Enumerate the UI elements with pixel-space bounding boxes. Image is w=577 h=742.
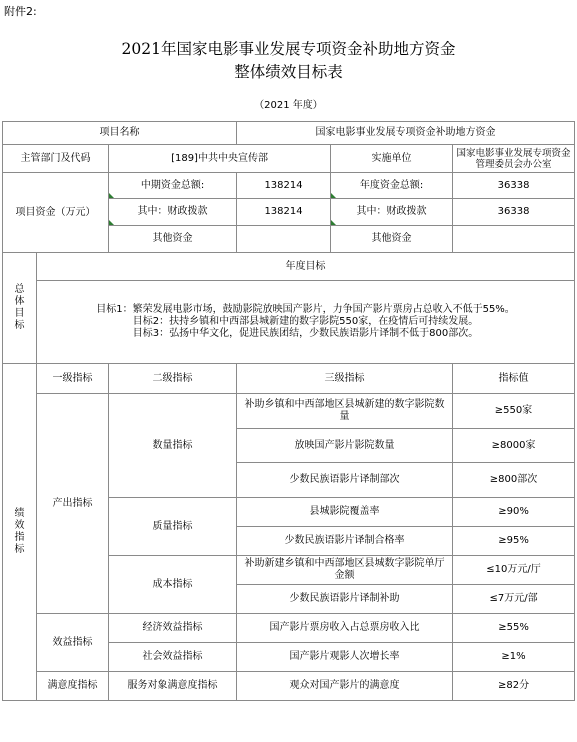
header-value: 指标值: [453, 364, 575, 394]
goal-item: 目标3：弘扬中华文化，促进民族团结，少数民族语影片译制不低于800部次。: [132, 328, 479, 339]
annual-fiscal-value: 36338: [453, 199, 575, 226]
level3-indicator: 放映国产影片影院数量: [237, 429, 453, 463]
performance-goal-table: [2, 121, 575, 701]
overall-goal-side-label: [3, 253, 37, 364]
indicator-row: [3, 614, 575, 643]
header-level1: 一级指标: [37, 364, 109, 394]
level3-indicator: 观众对国产影片的满意度: [237, 672, 453, 701]
level3-indicator: 国产影片票房收入占总票房收入比: [237, 614, 453, 643]
annual-fiscal-label: 其中：财政拨款: [331, 199, 453, 226]
overall-goal-side-text: 总体目标: [14, 284, 25, 331]
indicator-value: ≥550家: [453, 394, 575, 429]
level3-indicator: 补助新建乡镇和中西部地区县城数字影院单厅金额: [237, 556, 453, 585]
midterm-fiscal-value: 138214: [237, 199, 331, 226]
annual-goal-label: 年度目标: [37, 253, 575, 281]
project-name-label: 项目名称: [3, 122, 237, 145]
performance-indicator-side-text: 绩效指标: [14, 508, 25, 555]
midterm-other-value: [237, 226, 331, 253]
header-level2: 二级指标: [109, 364, 237, 394]
document-title-line2: 整体绩效目标表: [234, 63, 343, 81]
level2-service: 服务对象满意度指标: [109, 672, 237, 701]
level3-indicator: 少数民族语影片译制补助: [237, 585, 453, 614]
midterm-total-label: 中期资金总额:: [109, 173, 237, 199]
indicator-row: [3, 394, 575, 429]
annual-total-label: 年度资金总额:: [331, 173, 453, 199]
goal-item: 目标1：繁荣发展电影市场，鼓励影院放映国产影片，力争国产影片票房占总收入不低于55%。: [96, 304, 515, 315]
indicator-row: [3, 672, 575, 701]
level1-benefit: 效益指标: [37, 614, 109, 672]
indicator-value: ≥800部次: [453, 463, 575, 498]
indicator-value: ≥95%: [453, 527, 575, 556]
goal-item: 目标2：扶持乡镇和中西部县城新建的数字影院550家，在疫情后可持续发展。: [132, 316, 479, 327]
document-title-line1: 2021年国家电影事业发展专项资金补助地方资金: [121, 40, 456, 58]
indicator-value: ≥90%: [453, 498, 575, 527]
annual-other-value: [453, 226, 575, 253]
funds-row-total: [3, 173, 575, 199]
indicator-value: ≥1%: [453, 643, 575, 672]
level2-quality: 质量指标: [109, 498, 237, 556]
project-name-value: 国家电影事业发展专项资金补助地方资金: [237, 122, 575, 145]
annual-other-label: 其他资金: [331, 226, 453, 253]
project-funds-label: 项目资金（万元）: [3, 173, 109, 253]
annual-goal-header-row: [3, 253, 575, 281]
indicator-value: ≥55%: [453, 614, 575, 643]
annual-total-value: 36338: [453, 173, 575, 199]
level2-social: 社会效益指标: [109, 643, 237, 672]
implementing-unit-label: 实施单位: [331, 145, 453, 173]
implementing-unit-value: 国家电影事业发展专项资金管理委员会办公室: [453, 145, 575, 173]
project-name-row: [3, 122, 575, 145]
department-label: 主管部门及代码: [3, 145, 109, 173]
level3-indicator: 补助乡镇和中西部地区县城新建的数字影院数量: [237, 394, 453, 429]
department-value: [189]中共中央宣传部: [109, 145, 331, 173]
indicator-header-row: [3, 364, 575, 394]
annual-goal-content-row: [3, 281, 575, 364]
performance-indicator-side-label: [3, 364, 37, 701]
midterm-total-value: 138214: [237, 173, 331, 199]
level3-indicator: 国产影片观影人次增长率: [237, 643, 453, 672]
indicator-value: ≥8000家: [453, 429, 575, 463]
midterm-other-label: 其他资金: [109, 226, 237, 253]
level2-quantity: 数量指标: [109, 394, 237, 498]
level3-indicator: 县城影院覆盖率: [237, 498, 453, 527]
level2-cost: 成本指标: [109, 556, 237, 614]
level1-satisfaction: 满意度指标: [37, 672, 109, 701]
department-row: [3, 145, 575, 173]
indicator-value: ≤7万元/部: [453, 585, 575, 614]
indicator-value: ≥82分: [453, 672, 575, 701]
level1-output: 产出指标: [37, 394, 109, 614]
midterm-fiscal-label: 其中：财政拨款: [109, 199, 237, 226]
level2-economic: 经济效益指标: [109, 614, 237, 643]
header-level3: 三级指标: [237, 364, 453, 394]
level3-indicator: 少数民族语影片译制部次: [237, 463, 453, 498]
annual-goal-content: [37, 281, 575, 364]
year-note: （2021 年度）: [254, 100, 323, 111]
indicator-value: ≤10万元/厅: [453, 556, 575, 585]
level3-indicator: 少数民族语影片译制合格率: [237, 527, 453, 556]
attachment-label: 附件2:: [4, 5, 37, 18]
